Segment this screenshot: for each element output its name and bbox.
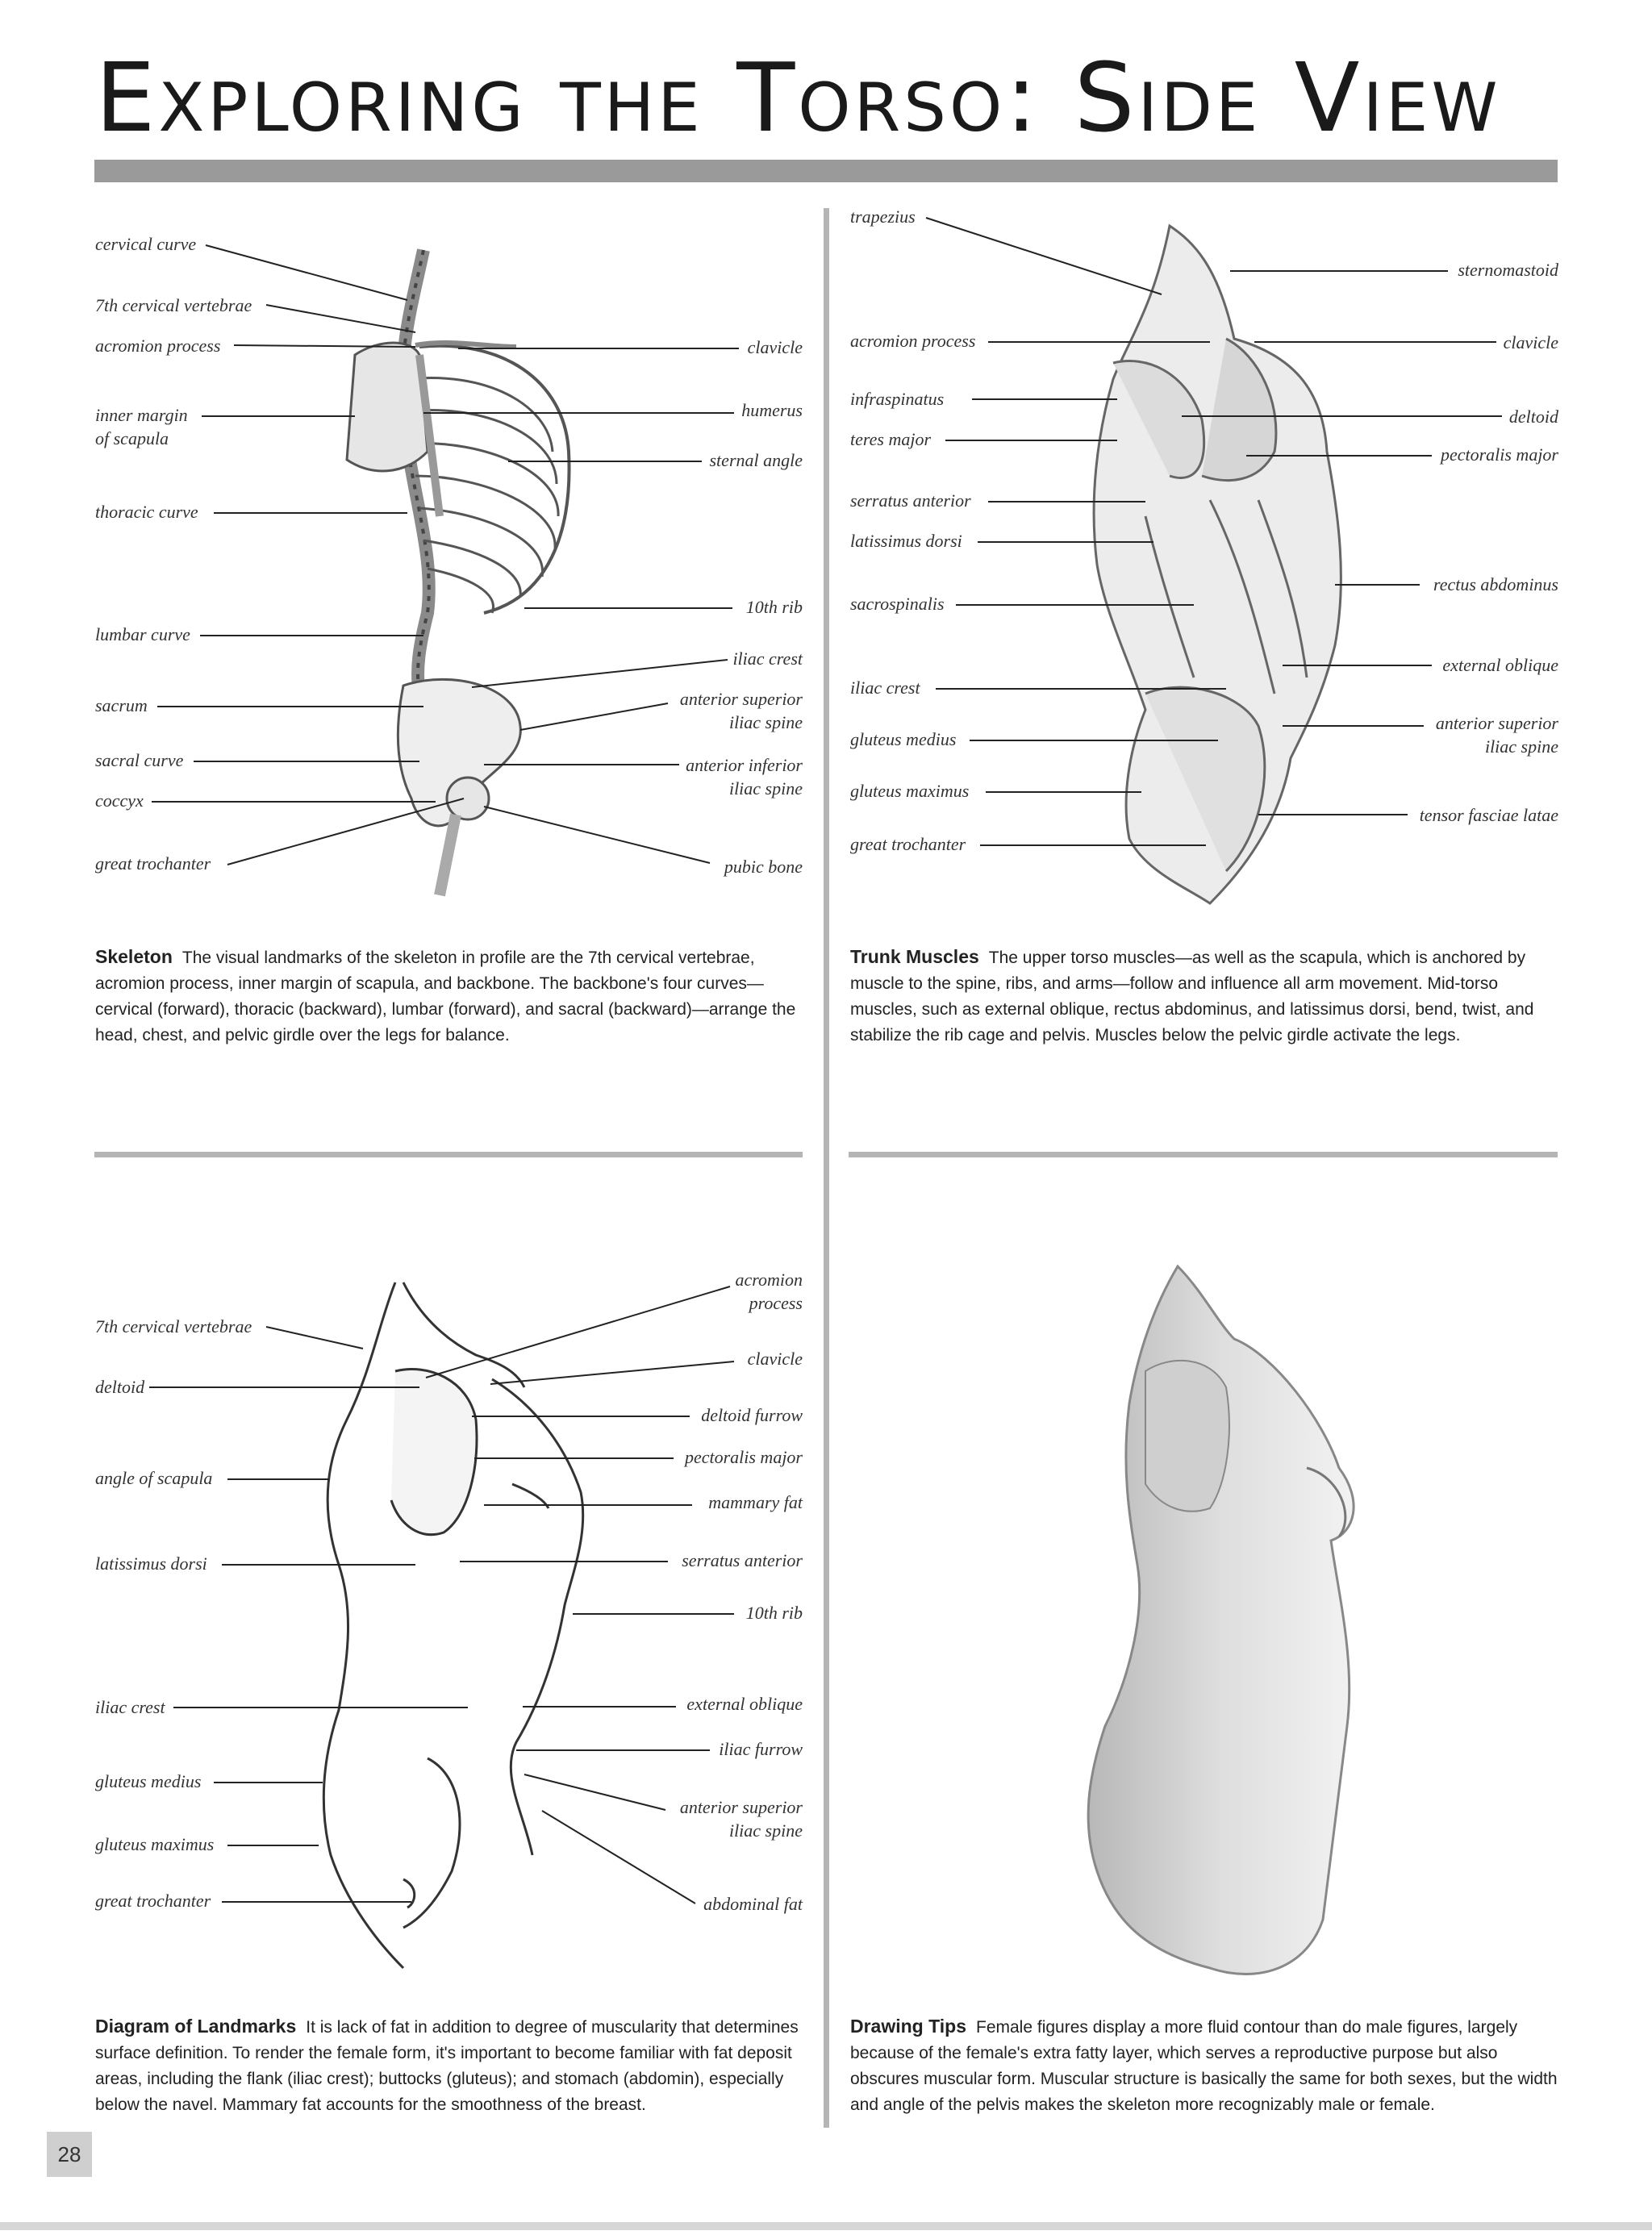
label-7th-cervical-vertebrae: 7th cervical vertebrae xyxy=(95,295,252,315)
label-anterior-superior-iliac-spine: anterior superior iliac spine xyxy=(679,689,803,732)
label-iliac-crest: iliac crest xyxy=(850,678,920,698)
label-acromion-process: acromion process xyxy=(735,1270,803,1313)
label-anterior-superior-iliac-spine: anterior superior iliac spine xyxy=(679,1797,803,1841)
label-pectoralis-major: pectoralis major xyxy=(1440,444,1558,465)
label-pubic-bone: pubic bone xyxy=(724,857,803,877)
label-acromion-process: acromion process xyxy=(850,331,976,351)
label-rectus-abdominus: rectus abdominus xyxy=(1433,574,1558,594)
label-gluteus-maximus: gluteus maximus xyxy=(95,1834,215,1854)
label-gluteus-medius: gluteus medius xyxy=(850,729,957,749)
label-gluteus-medius: gluteus medius xyxy=(95,1771,202,1791)
label-trapezius: trapezius xyxy=(850,206,916,227)
label-inner-margin-of-scapula: inner margin of scapula xyxy=(95,405,188,448)
label-iliac-crest: iliac crest xyxy=(95,1697,165,1717)
label-clavicle: clavicle xyxy=(1503,332,1558,352)
drawing-tips-caption-title: Drawing Tips xyxy=(850,2016,966,2037)
trunk-muscles-caption-text: The upper torso muscles—as well as the scapula, which is anchored by muscle to the spine, ribs, and arms—follow and influence all arm movement. Mid-torso muscles, such as external oblique, rectus abdominus, and latissimus dorsi, bend, twist, and stabilize the rib cage and pelvis. Muscles below the pelvic girdle activate the legs. xyxy=(850,949,1534,1045)
label-coccyx: coccyx xyxy=(95,790,144,811)
label-10th-rib: 10th rib xyxy=(745,597,803,617)
label-anterior-superior-iliac-spine: anterior superior iliac spine xyxy=(1435,713,1558,757)
page-title: Exploring the Torso: Side View xyxy=(95,42,1501,153)
trunk-muscles-caption-title: Trunk Muscles xyxy=(850,946,979,967)
label-pectoralis-major: pectoralis major xyxy=(684,1447,803,1467)
skeleton-caption-text: The visual landmarks of the skeleton in profile are the 7th cervical vertebrae, acromion process, inner margin of scapula, and backbone. The backbone's four curves—cervical (forward), thoracic (backward), lumbar (forward), and sacral (backward)—arrange the head, chest, and pelvic girdle over the legs for balance. xyxy=(95,949,796,1045)
label-lumbar-curve: lumbar curve xyxy=(95,624,190,644)
label-sacrospinalis: sacrospinalis xyxy=(850,594,945,614)
label-sternal-angle: sternal angle xyxy=(709,450,803,470)
drawing-tips-caption-text: Female figures display a more fluid contour than do male figures, largely because of the female's extra fatty layer, which serves a reproductive purpose but also obscures muscular form. Muscular structure is basically the same for both sexes, but the width and angle of the pelvis makes the skeleton more recognizably male or female. xyxy=(850,2018,1558,2114)
label-iliac-furrow: iliac furrow xyxy=(719,1739,803,1759)
label-latissimus-dorsi: latissimus dorsi xyxy=(95,1553,207,1574)
label-serratus-anterior: serratus anterior xyxy=(682,1550,803,1570)
label-deltoid: deltoid xyxy=(95,1377,145,1397)
page-number: 28 xyxy=(47,2132,92,2177)
label-7th-cervical-vertebrae: 7th cervical vertebrae xyxy=(95,1316,252,1336)
label-infraspinatus: infraspinatus xyxy=(850,389,945,409)
drawing-tips-caption xyxy=(850,2013,1560,2118)
label-great-trochanter: great trochanter xyxy=(95,853,211,874)
landmarks-caption-text: It is lack of fat in addition to degree of muscularity that determines surface definition. To render the female form, it's important to become familiar with fat deposit areas, including the flank (iliac crest); buttocks (gluteus); and stomach (abdomin), especially below the navel. Mammary fat accounts for the smoothness of the breast. xyxy=(95,2018,799,2114)
label-iliac-crest: iliac crest xyxy=(732,648,803,669)
label-sternomastoid: sternomastoid xyxy=(1458,260,1558,280)
bottom-bar xyxy=(0,2222,1652,2230)
label-external-oblique: external oblique xyxy=(686,1694,803,1714)
label-angle-of-scapula: angle of scapula xyxy=(95,1468,213,1488)
label-abdominal-fat: abdominal fat xyxy=(703,1894,803,1914)
label-mammary-fat: mammary fat xyxy=(708,1492,803,1512)
label-10th-rib: 10th rib xyxy=(745,1603,803,1623)
label-clavicle: clavicle xyxy=(747,337,803,357)
label-latissimus-dorsi: latissimus dorsi xyxy=(850,531,962,551)
label-serratus-anterior: serratus anterior xyxy=(850,490,971,511)
label-sacral-curve: sacral curve xyxy=(95,750,184,770)
label-cervical-curve: cervical curve xyxy=(95,234,197,254)
label-tensor-fasciae-latae: tensor fasciae latae xyxy=(1419,805,1558,825)
label-sacrum: sacrum xyxy=(95,695,148,715)
label-acromion-process: acromion process xyxy=(95,336,221,356)
label-humerus: humerus xyxy=(741,400,803,420)
skeleton-caption-title: Skeleton xyxy=(95,946,173,967)
label-great-trochanter: great trochanter xyxy=(95,1891,211,1911)
label-clavicle: clavicle xyxy=(747,1349,803,1369)
label-deltoid-furrow: deltoid furrow xyxy=(701,1405,803,1425)
label-great-trochanter: great trochanter xyxy=(850,834,966,854)
label-deltoid: deltoid xyxy=(1508,407,1558,427)
label-anterior-inferior-iliac-spine: anterior inferior iliac spine xyxy=(686,755,803,799)
label-teres-major: teres major xyxy=(850,429,932,449)
landmarks-caption-title: Diagram of Landmarks xyxy=(95,2016,297,2037)
label-thoracic-curve: thoracic curve xyxy=(95,502,198,522)
label-external-oblique: external oblique xyxy=(1442,655,1558,675)
label-gluteus-maximus: gluteus maximus xyxy=(850,781,970,801)
